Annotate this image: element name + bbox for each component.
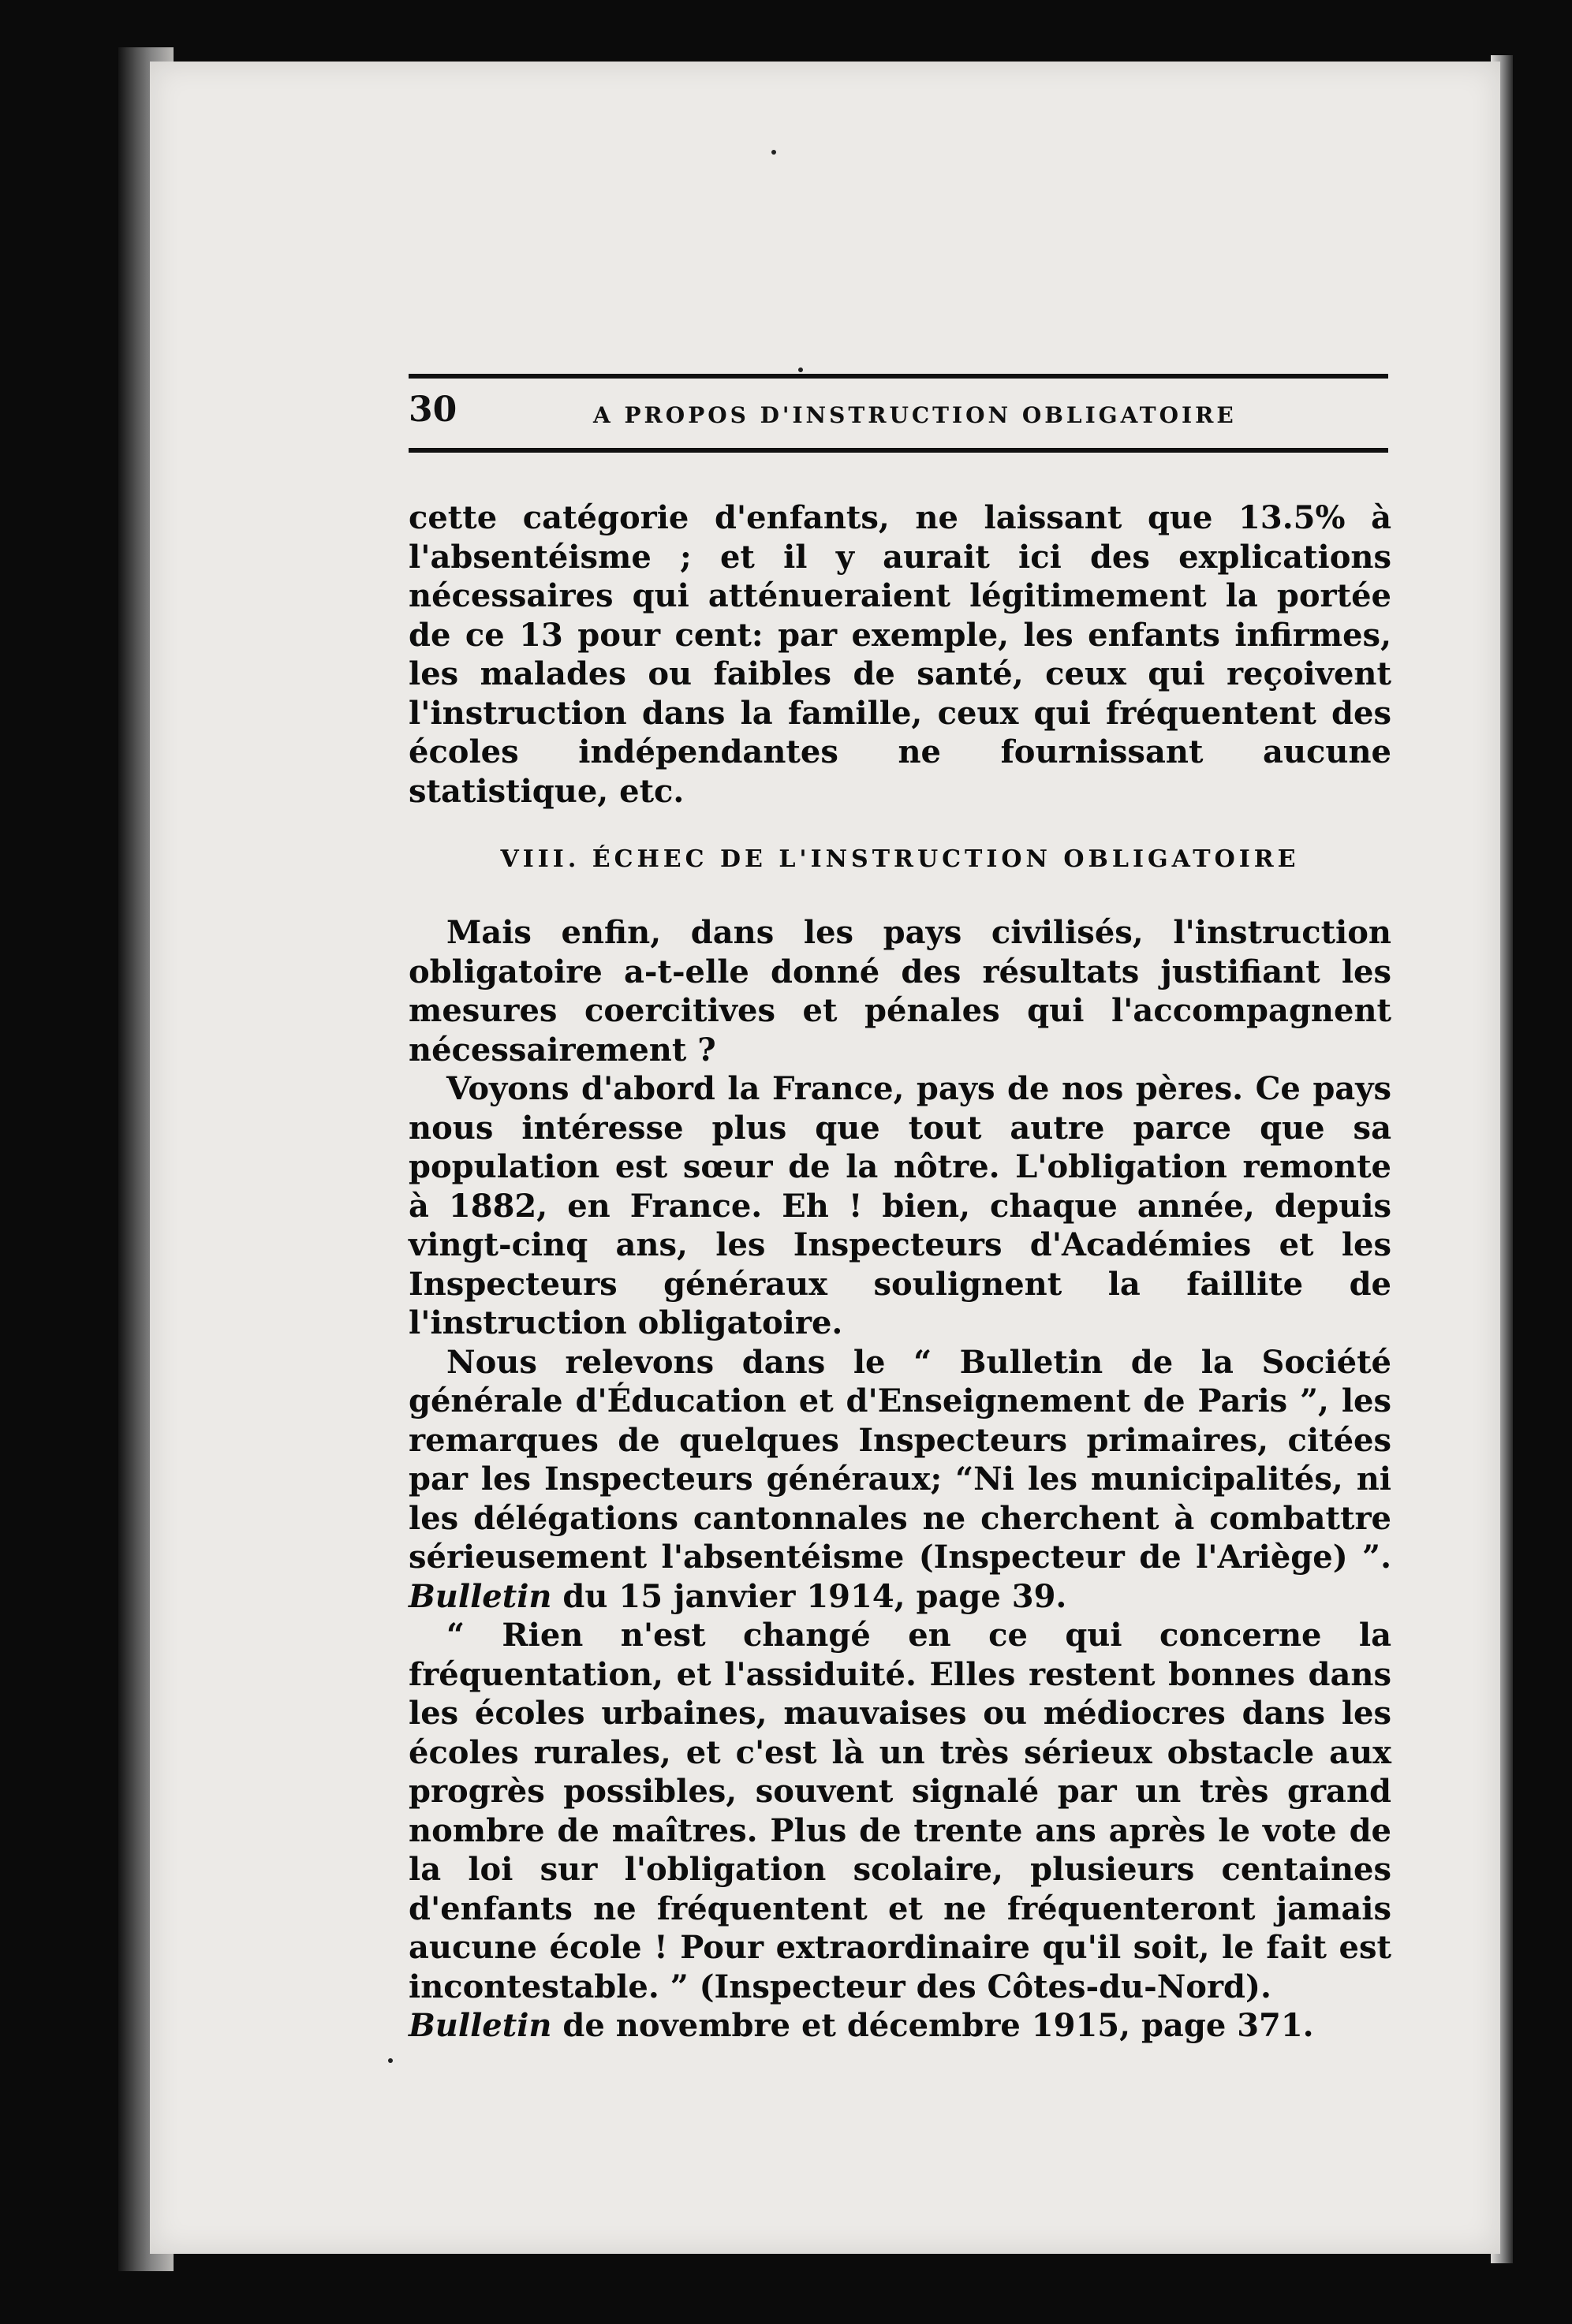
citation-1-title: Bulletin [409,1577,552,1615]
paragraph-3-text: Nous relevons dans le “ Bulletin de la Société générale d'Éducation et d'Enseignement de Paris ”, les remarques de quelques Inspecteurs primaires, citées par les Inspecteurs généraux; “Ni les municipalités, ni les délégations cantonnales ne cherchent à combattre sérieusement l'absentéisme (Inspecteur de l'Ariège) ”. [409,1343,1391,1576]
section-heading: VIII. ÉCHEC DE L'INSTRUCTION OBLIGATOIRE [500,845,1300,873]
citation-2-title: Bulletin [409,2007,552,2044]
paragraph-4: “ Rien n'est changé en ce qui concerne la fréquentation, et l'assiduité. Elles restent bonnes dans les écoles urbaines, mauvaises ou médiocres dans les écoles rurales, et c'est là un très sérieux obstacle aux progrès possibles, souvent signalé par un très grand nombre de maîtres. Plus de trente ans après le vote de la loi sur l'obligation scolaire, plusieurs centaines d'enfants ne fréquentent et ne fréquenteront jamais aucune école ! Pour extraordinaire qu'il soit, le fait est incontestable. ” (Inspecteur des Côtes-du-Nord). [409,1617,1391,2005]
paragraph-2: Voyons d'abord la France, pays de nos pères. Ce pays nous intéresse plus que tout autre parce que sa population est sœur de la nôtre. L'obligation remonte à 1882, en France. Eh ! bien, chaque année, depuis vingt-cinq ans, les Inspecteurs d'Académies et les Inspecteurs généraux soulignent la faillite de l'instruction obligatoire. [409,1070,1391,1341]
running-title: A PROPOS D'INSTRUCTION OBLIGATOIRE [593,402,1237,428]
citation-2-details: de novembre et décembre 1915, page 371. [562,2007,1314,2044]
citation-1-details: du 15 janvier 1914, page 39. [562,1577,1067,1615]
header-rule-top [409,374,1388,379]
scan-speck [798,367,803,372]
scan-speck [771,150,776,155]
running-header [409,385,1388,440]
header-rule-bottom [409,448,1388,453]
scan-speck [388,2058,393,2063]
opening-paragraph-block [409,498,1391,811]
page-number: 30 [409,390,457,430]
opening-paragraph: cette catégorie d'enfants, ne laissant que 13.5% à l'absentéisme ; et il y aurait ici des explications nécessaires qui atténueraient légitimement la portée de ce 13 pour cent: par exemple, les enfants infirmes, les malades ou faibles de santé, ceux qui reçoivent l'instruction dans la famille, ceux qui fréquentent des écoles indépendantes ne fournissant aucune statistique, etc. [409,499,1391,810]
paragraph-3 [409,1343,1391,1617]
paragraph-1: Mais enfin, dans les pays civilisés, l'instruction obligatoire a-t-elle donné des résultats justifiant les mesures coercitives et pénales qui l'accompagnent nécessairement ? [409,914,1391,1069]
paragraph-4-citation [409,2006,1391,2046]
section-body [409,913,1391,2046]
